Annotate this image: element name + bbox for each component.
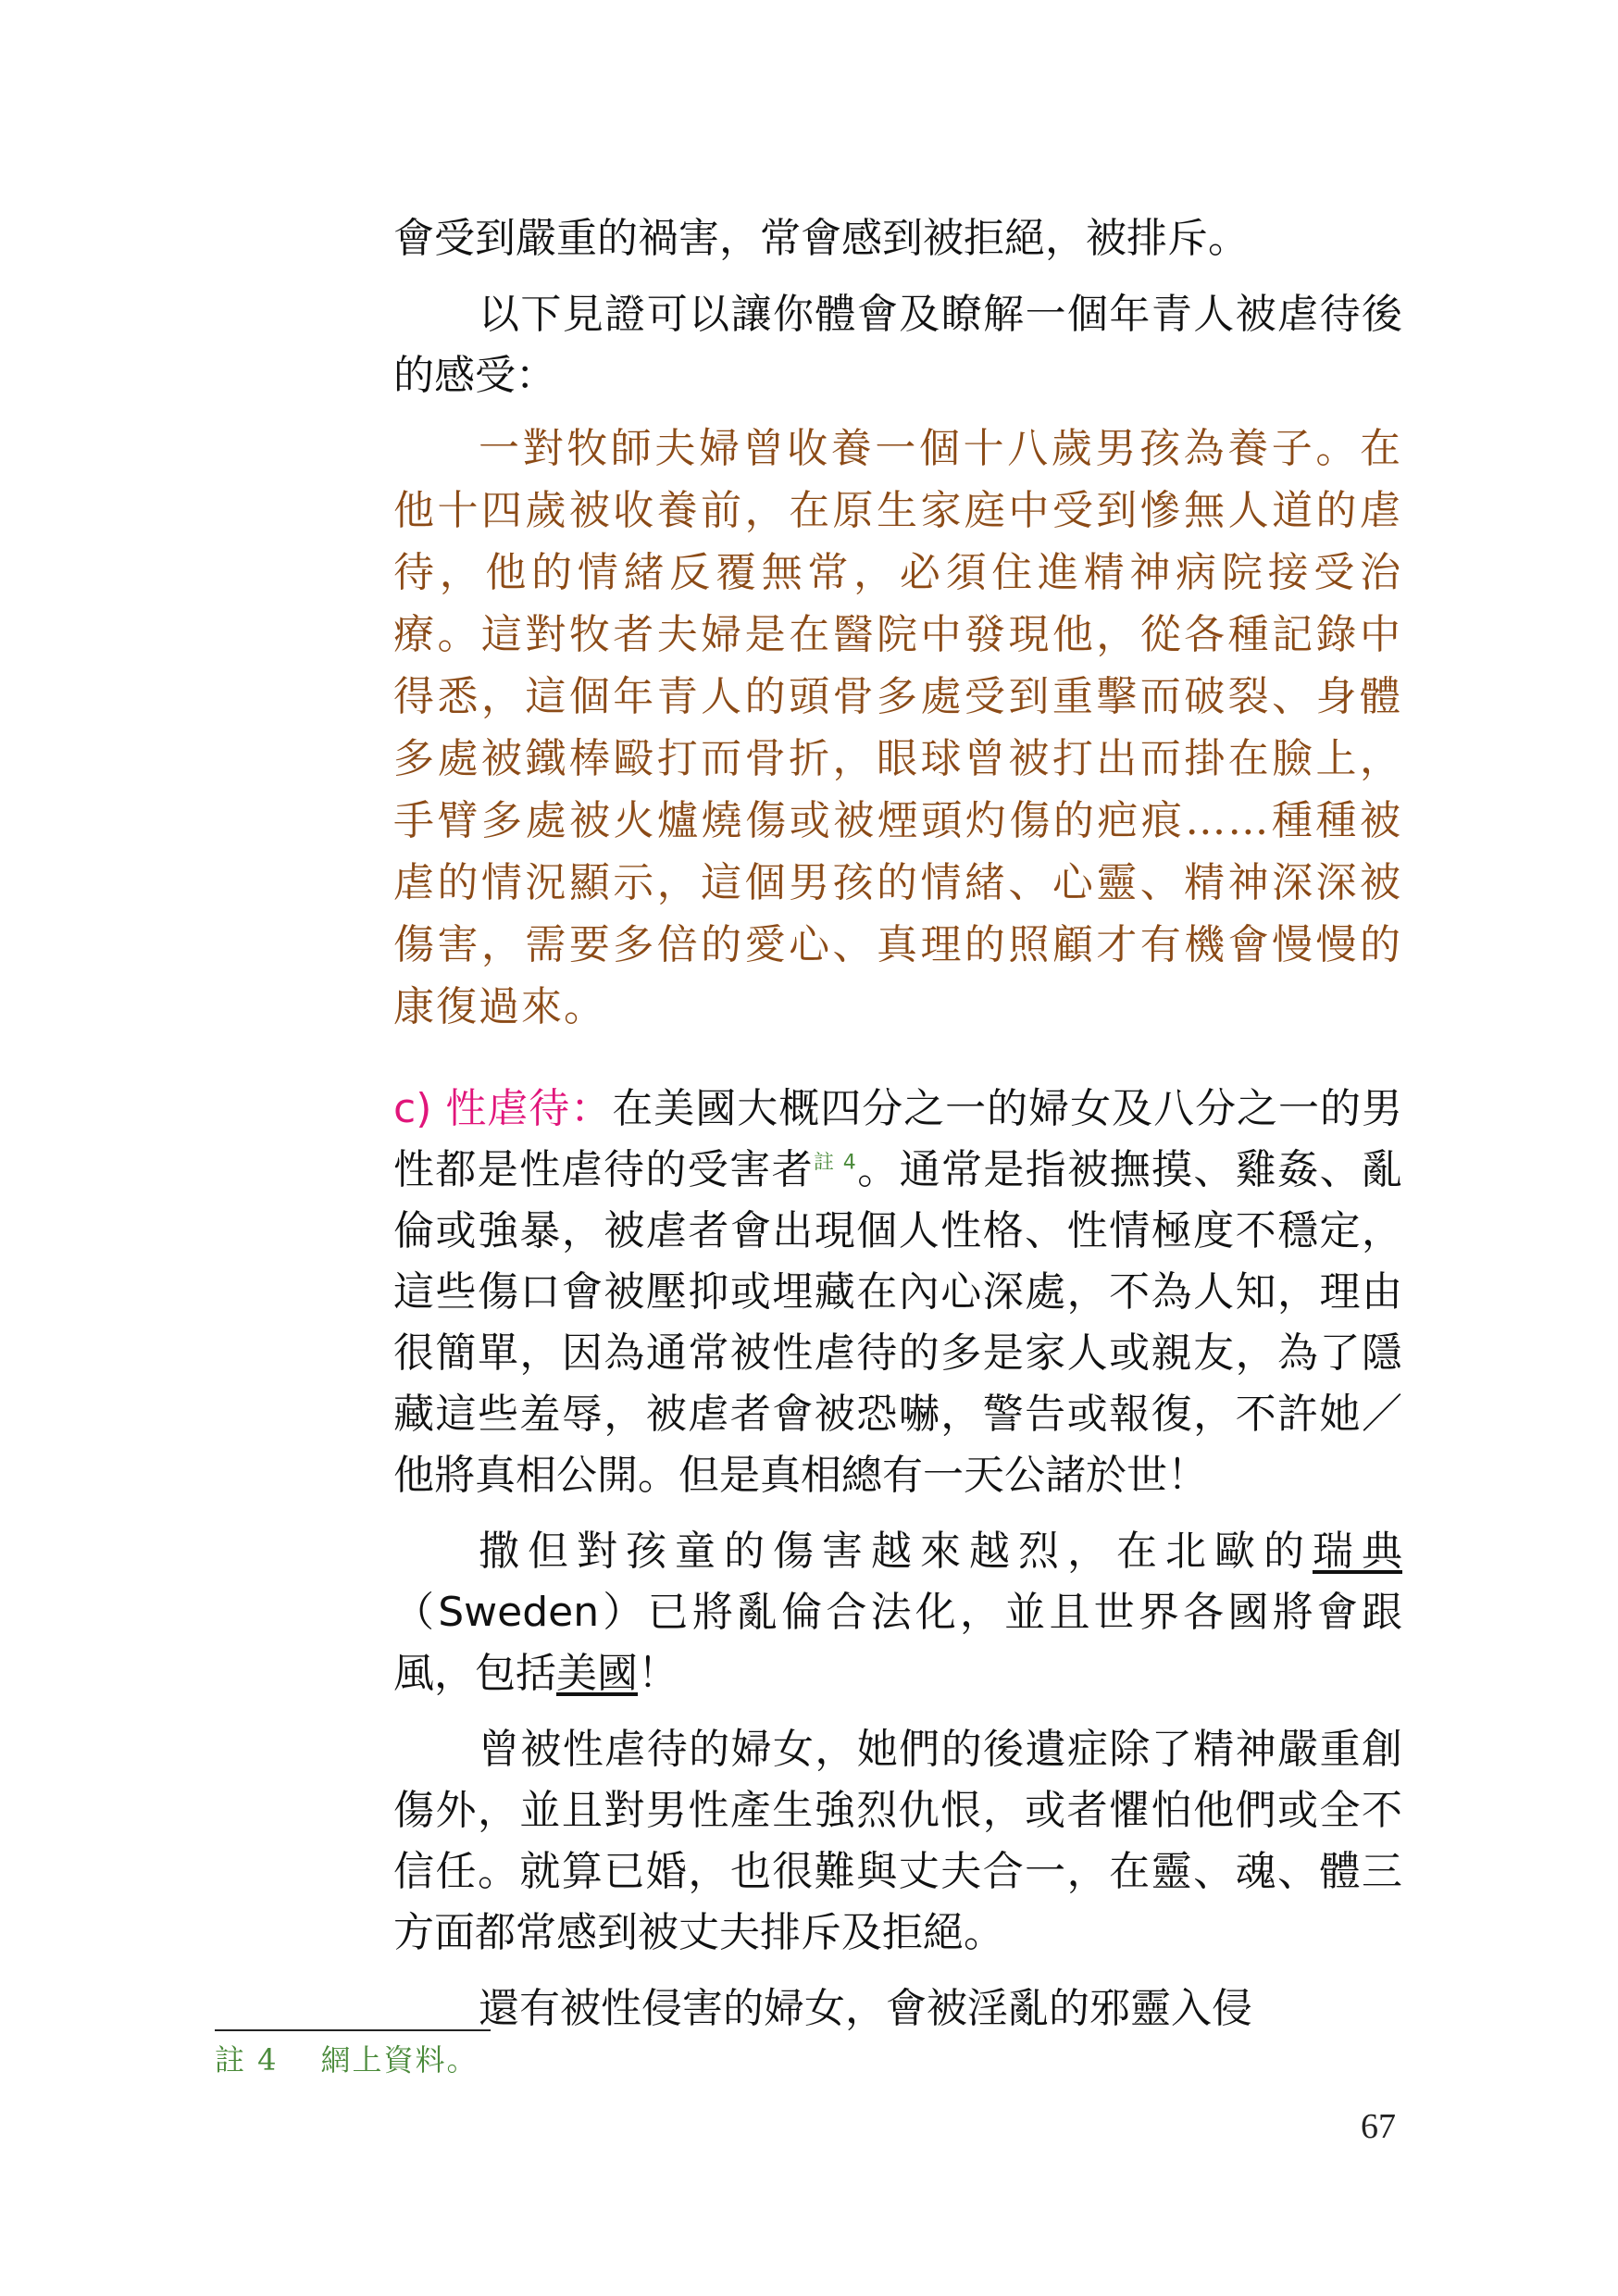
paragraph-1: 會受到嚴重的禍害，常會感到被拒絕，被排斥。 bbox=[393, 215, 1249, 262]
underlined-usa: 美國 bbox=[556, 1650, 638, 1697]
footnote bbox=[215, 2037, 479, 2079]
page-number: 67 bbox=[1361, 2107, 1396, 2146]
paragraph-4-text-a: 撒但對孩童的傷害越來越烈，在北歐的 bbox=[479, 1528, 1313, 1575]
paragraph-4-text-b: （Sweden）已將亂倫合法化，並且世界各國將會跟風，包括 bbox=[393, 1589, 1402, 1697]
paragraph-c-text-a: 在美國大概四分之一的婦女及八分之一的男性都是性虐待的受害者 bbox=[393, 1085, 1403, 1193]
underlined-sweden: 瑞典 bbox=[1313, 1528, 1402, 1575]
paragraph-4 bbox=[393, 1521, 1402, 1704]
footnote-text: 網上資料。 bbox=[320, 2042, 479, 2078]
footnote-reference[interactable]: 註 4 bbox=[814, 1151, 856, 1175]
paragraph-sexual-abuse bbox=[393, 1079, 1402, 1506]
testimony-paragraph: 一對牧師夫婦曾收養一個十八歲男孩為養子。在他十四歲被收養前，在原生家庭中受到慘無人道的虐待，他的情緒反覆無常，必須住進精神病院接受治療。這對牧者夫婦是在醫院中發現他，從各種記錄中得悉，這個年青人的頭骨多處受到重擊而破裂、身體多處被鐵棒毆打而骨折，眼球曾被打出而掛在臉上，手臂多處被火爐燒傷或被煙頭灼傷的疤痕……種種被虐的情況顯示，這個男孩的情緒、心靈、精神深深被傷害，需要多倍的愛心、真理的照顧才有機會慢慢的康復過來。 bbox=[393, 425, 1402, 1030]
page-body bbox=[393, 208, 1402, 2040]
footnote-label: 註 4 bbox=[215, 2042, 279, 2078]
paragraph-2: 以下見證可以讓你體會及瞭解一個年青人被虐待後的感受： bbox=[393, 291, 1402, 399]
paragraph-c-text-b: 。通常是指被撫摸、雞姦、亂倫或強暴，被虐者會出現個人性格、性情極度不穩定，這些傷口會被壓抑或埋藏在內心深處，不為人知，理由很簡單，因為通常被性虐待的多是家人或親友，為了隱藏這些羞辱，被虐者會被恐嚇，警告或報復，不許她／他將真相公開。但是真相總有一天公諸於世！ bbox=[393, 1146, 1402, 1499]
footnote-divider bbox=[215, 2029, 491, 2031]
section-heading-c: c) 性虐待： bbox=[393, 1085, 613, 1132]
paragraph-6: 還有被性侵害的婦女，會被淫亂的邪靈入侵 bbox=[479, 1985, 1252, 2032]
paragraph-4-text-c: ！ bbox=[638, 1650, 678, 1697]
paragraph-5: 曾被性虐待的婦女，她們的後遺症除了精神嚴重創傷外，並且對男性產生強烈仇恨，或者懼怕他們或全不信任。就算已婚，也很難與丈夫合一，在靈、魂、體三方面都常感到被丈夫排斥及拒絕。 bbox=[393, 1726, 1402, 1956]
